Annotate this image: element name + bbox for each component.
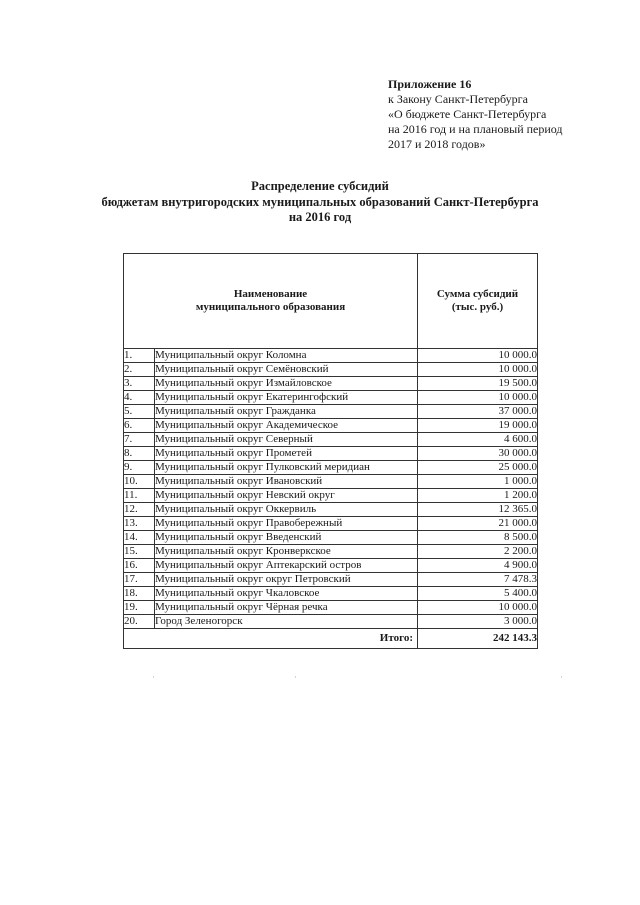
table-row xyxy=(124,587,538,601)
table-row xyxy=(124,559,538,573)
row-amount: 19 500.0 xyxy=(418,377,538,391)
row-number: 20. xyxy=(124,615,155,629)
table-body xyxy=(124,349,538,629)
row-amount: 7 478.3 xyxy=(418,573,538,587)
column-header-sum-line1: Сумма субсидий xyxy=(436,288,519,300)
row-name: Муниципальный округ округ Петровский xyxy=(155,573,418,587)
document-title xyxy=(0,179,640,226)
row-name: Муниципальный округ Оккервиль xyxy=(155,503,418,517)
row-amount: 10 000.0 xyxy=(418,363,538,377)
row-amount: 19 000.0 xyxy=(418,419,538,433)
row-name: Муниципальный округ Ивановский xyxy=(155,475,418,489)
scan-artifact: · xyxy=(560,672,563,682)
appendix-heading: Приложение 16 xyxy=(388,77,472,91)
row-amount: 21 000.0 xyxy=(418,517,538,531)
row-amount: 10 000.0 xyxy=(418,391,538,405)
total-label: Итого: xyxy=(124,629,418,649)
row-amount: 3 000.0 xyxy=(418,615,538,629)
table-row xyxy=(124,391,538,405)
title-line-1: Распределение субсидий xyxy=(251,179,389,193)
row-name: Муниципальный округ Коломна xyxy=(155,349,418,363)
row-name: Муниципальный округ Гражданка xyxy=(155,405,418,419)
column-header-name xyxy=(124,254,418,349)
row-amount: 2 200.0 xyxy=(418,545,538,559)
row-number: 10. xyxy=(124,475,155,489)
row-name: Муниципальный округ Екатерингофский xyxy=(155,391,418,405)
table-row xyxy=(124,503,538,517)
row-name: Муниципальный округ Северный xyxy=(155,433,418,447)
row-name: Муниципальный округ Аптекарский остров xyxy=(155,559,418,573)
table-row xyxy=(124,615,538,629)
row-amount: 1 000.0 xyxy=(418,475,538,489)
table-row xyxy=(124,531,538,545)
row-number: 11. xyxy=(124,489,155,503)
table-row xyxy=(124,475,538,489)
table-row xyxy=(124,377,538,391)
row-amount: 10 000.0 xyxy=(418,349,538,363)
scan-artifact: · xyxy=(152,672,155,682)
table-row xyxy=(124,363,538,377)
row-number: 16. xyxy=(124,559,155,573)
row-number: 4. xyxy=(124,391,155,405)
row-amount: 4 900.0 xyxy=(418,559,538,573)
row-number: 3. xyxy=(124,377,155,391)
row-name: Муниципальный округ Пулковский меридиан xyxy=(155,461,418,475)
appendix-block xyxy=(388,77,563,152)
row-number: 2. xyxy=(124,363,155,377)
column-header-sum xyxy=(418,254,538,349)
table-row xyxy=(124,419,538,433)
appendix-line: 2017 и 2018 годов» xyxy=(388,137,486,151)
row-number: 15. xyxy=(124,545,155,559)
row-amount: 10 000.0 xyxy=(418,601,538,615)
subsidies-table xyxy=(123,253,538,649)
table-row xyxy=(124,517,538,531)
row-name: Муниципальный округ Невский округ xyxy=(155,489,418,503)
row-name: Муниципальный округ Чёрная речка xyxy=(155,601,418,615)
table-row xyxy=(124,349,538,363)
title-line-2: бюджетам внутригородских муниципальных образований Санкт-Петербурга xyxy=(101,194,539,209)
row-number: 9. xyxy=(124,461,155,475)
row-amount: 5 400.0 xyxy=(418,587,538,601)
column-header-name-line2: муниципального образования xyxy=(195,301,346,313)
row-name: Муниципальный округ Академическое xyxy=(155,419,418,433)
row-name: Муниципальный округ Введенский xyxy=(155,531,418,545)
row-name: Муниципальный округ Кронверкское xyxy=(155,545,418,559)
table-row xyxy=(124,601,538,615)
table-row xyxy=(124,545,538,559)
row-amount: 1 200.0 xyxy=(418,489,538,503)
row-number: 13. xyxy=(124,517,155,531)
row-amount: 25 000.0 xyxy=(418,461,538,475)
scan-artifact: · xyxy=(294,672,297,682)
row-amount: 30 000.0 xyxy=(418,447,538,461)
row-number: 12. xyxy=(124,503,155,517)
row-amount: 12 365.0 xyxy=(418,503,538,517)
total-amount: 242 143.3 xyxy=(418,629,538,649)
table-row xyxy=(124,461,538,475)
row-name: Город Зеленогорск xyxy=(155,615,418,629)
table-row xyxy=(124,447,538,461)
row-number: 17. xyxy=(124,573,155,587)
row-amount: 8 500.0 xyxy=(418,531,538,545)
table-header-row xyxy=(124,254,538,349)
table-row xyxy=(124,489,538,503)
row-number: 18. xyxy=(124,587,155,601)
row-name: Муниципальный округ Правобережный xyxy=(155,517,418,531)
total-row xyxy=(124,629,538,649)
table-row xyxy=(124,433,538,447)
row-number: 8. xyxy=(124,447,155,461)
appendix-line: на 2016 год и на плановый период xyxy=(388,122,563,136)
column-header-name-line1: Наименование xyxy=(233,288,308,300)
row-number: 5. xyxy=(124,405,155,419)
row-name: Муниципальный округ Прометей xyxy=(155,447,418,461)
row-amount: 4 600.0 xyxy=(418,433,538,447)
row-name: Муниципальный округ Семёновский xyxy=(155,363,418,377)
appendix-line: «О бюджете Санкт-Петербурга xyxy=(388,107,547,121)
row-number: 6. xyxy=(124,419,155,433)
title-line-3: на 2016 год xyxy=(288,210,352,224)
row-number: 7. xyxy=(124,433,155,447)
row-number: 19. xyxy=(124,601,155,615)
table-row xyxy=(124,405,538,419)
table-row xyxy=(124,573,538,587)
row-name: Муниципальный округ Чкаловское xyxy=(155,587,418,601)
row-number: 14. xyxy=(124,531,155,545)
column-header-sum-line2: (тыс. руб.) xyxy=(451,301,504,313)
row-number: 1. xyxy=(124,349,155,363)
appendix-line: к Закону Санкт-Петербурга xyxy=(388,92,528,106)
row-amount: 37 000.0 xyxy=(418,405,538,419)
row-name: Муниципальный округ Измайловское xyxy=(155,377,418,391)
